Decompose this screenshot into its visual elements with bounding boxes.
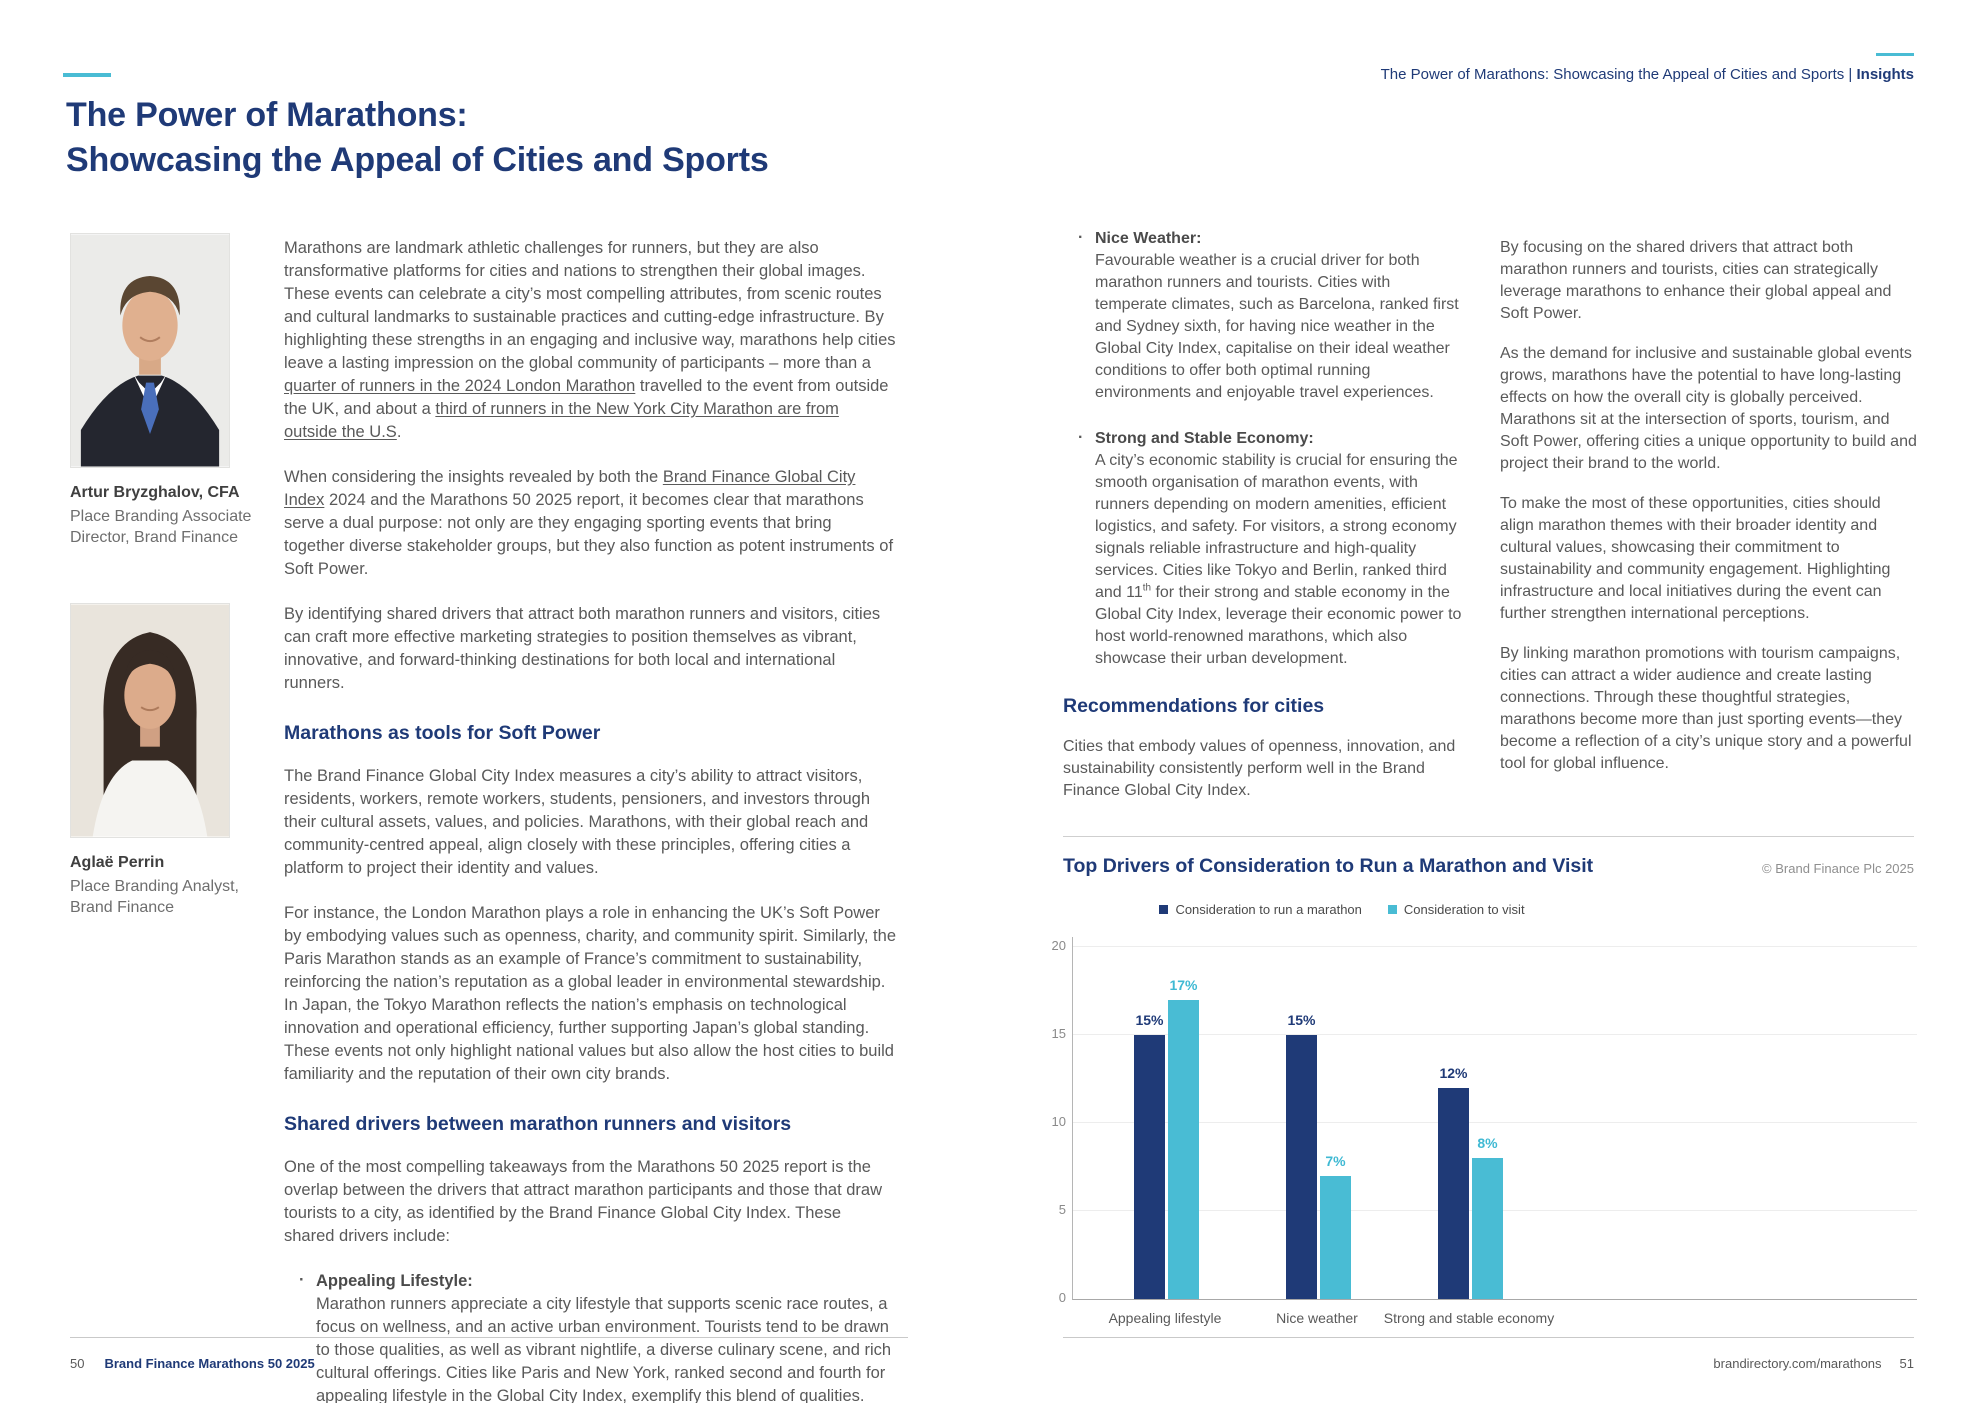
author-role: Place Branding Analyst, Brand Finance xyxy=(70,878,239,916)
bar-visit xyxy=(1320,1176,1351,1299)
driver-label: · Appealing Lifestyle: xyxy=(316,1272,473,1290)
footer-rule-left xyxy=(70,1337,908,1338)
chart-title: Top Drivers of Consideration to Run a Marathon and Visit xyxy=(1063,855,1594,877)
page-title-line1: The Power of Marathons: xyxy=(66,96,468,134)
driver-item-nice-weather xyxy=(1095,228,1465,404)
footer-url[interactable]: brandirectory.com/marathons xyxy=(1713,1356,1882,1371)
section-heading-soft-power: Marathons as tools for Soft Power xyxy=(284,722,601,744)
paragraph xyxy=(284,466,896,581)
text-segment: Marathons are landmark athletic challenges for runners, but they are also transformative platforms for cities and nations to strengthen their global images. These events can celebrate a city’s most compelling attributes, from scenic routes and cultural landmarks to sustainable practices and cutting-edge infrastructure. By highlighting these strengths in an engaging and inclusive way, marathons help cities leave a lasting impression on the global community of participants – more than a xyxy=(284,239,896,372)
y-axis-tick-label: 10 xyxy=(1051,1114,1066,1129)
text-segment: One of the most compelling takeaways from the Marathons 50 2025 report is the overlap between the drivers that attract marathon participants and those that draw tourists to a city, as identified by the Brand Finance Global City Index. These shared drivers include: xyxy=(284,1158,883,1245)
text-segment: th xyxy=(1142,582,1152,594)
text-segment: travelled to the event from outside the UK, and about a xyxy=(284,377,889,418)
gridline xyxy=(1073,946,1917,947)
category-label: Strong and stable economy xyxy=(1383,1310,1555,1326)
inline-link[interactable]: quarter of runners in the 2024 London Marathon xyxy=(284,377,636,395)
bar-value-label: 17% xyxy=(1169,977,1198,993)
page-number-left: 50 xyxy=(70,1356,85,1371)
chart-copyright: © Brand Finance Plc 2025 xyxy=(1762,861,1914,876)
bar-run xyxy=(1134,1035,1165,1299)
text-segment: A city’s economic stability is crucial for ensuring the smooth organisation of marathon events, with runners depending on modern amenities, efficient logistics, and safety. For visitors, a strong economy signals reliable infrastructure and high-quality services. Cities like Tokyo and Berlin, ranked third and 11 xyxy=(1095,452,1458,601)
chart-top-rule xyxy=(1063,836,1914,837)
author-photo-aglae xyxy=(70,603,230,838)
footer-report-title: Brand Finance Marathons 50 2025 xyxy=(104,1356,315,1371)
text-segment: 2024 and the Marathons 50 2025 report, it becomes clear that marathons serve a dual purpose: not only are they engaging sporting events that bring together diverse stakeholder groups, but they also function as potent instruments of Soft Power. xyxy=(284,491,894,578)
author-sidebar xyxy=(70,233,276,973)
author-role: Place Branding Associate Director, Brand Finance xyxy=(70,508,252,546)
chart-plot xyxy=(1072,937,1917,1300)
driver-text xyxy=(316,1295,891,1403)
text-segment: The Brand Finance Global City Index measures a city’s ability to attract visitors, residents, workers, remote workers, students, pensioners, and investors through their cultural assets, values, and policies. Marathons, with their global reach and community-centred appeal, align closely with these principles, offering cities a platform to project their identity and values. xyxy=(284,767,871,877)
author-card xyxy=(70,233,276,548)
inline-link[interactable]: Brand Finance Global City Index xyxy=(284,468,856,509)
category-label: Appealing lifestyle xyxy=(1108,1310,1222,1326)
legend-swatch-icon xyxy=(1159,905,1168,914)
y-axis-tick-label: 5 xyxy=(1058,1202,1066,1217)
paragraph xyxy=(1500,343,1918,475)
text-segment: To make the most of these opportunities, cities should align marathon themes with their broader identity and cultural values, showcasing their commitment to sustainability and community engagement. Highlighting infrastructure and local initiatives during the event can further strengthen international perceptions. xyxy=(1500,495,1891,622)
footer-rule-right xyxy=(1063,1337,1914,1338)
header-accent-dash xyxy=(1876,53,1914,56)
running-header xyxy=(1381,53,1914,84)
paragraph xyxy=(284,765,896,880)
driver-text xyxy=(1095,452,1461,667)
bar-run xyxy=(1438,1088,1469,1299)
author-photo-artur xyxy=(70,233,230,468)
legend-label: Consideration to visit xyxy=(1403,902,1525,917)
driver-text xyxy=(1095,252,1459,401)
bar-value-label: 7% xyxy=(1325,1153,1346,1169)
text-segment: for their strong and stable economy in the Global City Index, leverage their economic power to host world-renowned marathons, which also showcase their urban development. xyxy=(1095,584,1462,667)
title-accent-line xyxy=(63,73,111,77)
text-segment: Cities that embody values of openness, innovation, and sustainability consistently perform well in the Brand Finance Global City Index. xyxy=(1063,738,1456,799)
legend-item xyxy=(1159,902,1361,917)
paragraph xyxy=(284,237,896,444)
bar-visit xyxy=(1472,1158,1503,1299)
text-segment: By identifying shared drivers that attract both marathon runners and visitors, cities can craft more effective marketing strategies to position themselves as vibrant, innovative, and forward-thinking destinations for both local and international runners. xyxy=(284,605,881,692)
text-segment: Favourable weather is a crucial driver for both marathon runners and tourists. Cities with temperate climates, such as Barcelona, ranked first and Sydney sixth, for having nice weather in the Global City Index, capitalise on their ideal weather conditions to offer both optimal running environments and enjoyable travel experiences. xyxy=(1095,252,1459,401)
author-name: Aglaë Perrin xyxy=(70,854,165,871)
page-title xyxy=(66,93,769,183)
bar-visit xyxy=(1168,1000,1199,1299)
bar-value-label: 15% xyxy=(1287,1012,1316,1028)
text-segment: As the demand for inclusive and sustainable global events grows, marathons have the potential to have long-lasting effects on how the overall city is globally perceived. Marathons sit at the intersection of sports, tourism, and Soft Power, offering cities a unique opportunity to build and project their brand to the world. xyxy=(1500,345,1917,472)
section-heading-shared-drivers: Shared drivers between marathon runners and visitors xyxy=(284,1113,792,1135)
section-heading-recommendations: Recommendations for cities xyxy=(1063,695,1325,717)
footer-left xyxy=(70,1356,315,1371)
page-number-right: 51 xyxy=(1899,1356,1914,1371)
running-header-separator: | xyxy=(1848,66,1853,83)
paragraph xyxy=(284,902,896,1086)
paragraph xyxy=(1500,493,1918,625)
y-axis-tick-label: 0 xyxy=(1058,1290,1066,1305)
bar-value-label: 15% xyxy=(1135,1012,1164,1028)
bar-run xyxy=(1286,1035,1317,1299)
driver-label: · Strong and Stable Economy: xyxy=(1095,430,1314,447)
gridline xyxy=(1073,1034,1917,1035)
page-title-line2: Showcasing the Appeal of Cities and Sports xyxy=(66,141,769,179)
text-segment: When considering the insights revealed by both the xyxy=(284,468,663,486)
consideration-chart xyxy=(1050,836,1916,1337)
bar-value-label: 8% xyxy=(1477,1135,1498,1151)
text-segment: For instance, the London Marathon plays a role in enhancing the UK’s Soft Power by embodying values such as openness, charity, and community spirit. Similarly, the Paris Marathon stands as an example of France’s commitment to sustainability, reinforcing the nation’s reputation as a global leader in environmental stewardship. In Japan, the Tokyo Marathon reflects the nation’s emphasis on technological innovation and operational efficiency, further supporting Japan’s global standing. These events not only highlight national values but also allow the host cities to build familiarity and the reputation of their own city brands. xyxy=(284,904,896,1083)
category-label: Nice weather xyxy=(1276,1310,1358,1326)
y-axis-tick-label: 15 xyxy=(1051,1026,1066,1041)
driver-list xyxy=(1063,228,1465,670)
y-axis-tick-label: 20 xyxy=(1051,938,1066,953)
author-card xyxy=(70,603,276,918)
paragraph xyxy=(1500,643,1918,775)
driver-label: · Nice Weather: xyxy=(1095,230,1202,247)
article-column-right xyxy=(1500,237,1918,793)
running-header-text xyxy=(1381,66,1914,83)
text-segment: By focusing on the shared drivers that attract both marathon runners and tourists, cities can strategically leverage marathons to enhance their global appeal and Soft Power. xyxy=(1500,239,1892,322)
inline-link[interactable]: third of runners in the New York City Marathon are from outside the U.S xyxy=(284,400,839,441)
footer-right xyxy=(1713,1356,1914,1371)
paragraph xyxy=(284,603,896,695)
running-header-title: The Power of Marathons: Showcasing the Appeal of Cities and Sports xyxy=(1380,66,1845,83)
paragraph xyxy=(1500,237,1918,325)
article-column-left xyxy=(284,237,896,1403)
article-column-middle xyxy=(1063,228,1465,820)
legend-swatch-icon xyxy=(1388,905,1397,914)
bar-value-label: 12% xyxy=(1439,1065,1468,1081)
legend-label: Consideration to run a marathon xyxy=(1175,902,1362,917)
text-segment: By linking marathon promotions with tourism campaigns, cities can attract a wider audience and create lasting connections. Through these thoughtful strategies, marathons become more than just sporting events—they become a reflection of a city’s unique story and a powerful tool for global influence. xyxy=(1500,645,1912,772)
chart-legend xyxy=(1050,902,1634,917)
text-segment: Marathon runners appreciate a city lifestyle that supports scenic race routes, a focus on wellness, and an active urban environment. Tourists tend to be drawn to those qualities, as well as vibrant nightlife, a diverse culinary scene, and rich cultural offerings. Cities like Paris and New York, ranked second and fourth for appealing lifestyle in the Global City Index, exemplify this blend of qualities. xyxy=(316,1295,892,1403)
legend-item xyxy=(1388,902,1525,917)
author-name: Artur Bryzghalov, CFA xyxy=(70,484,240,501)
paragraph xyxy=(284,1156,896,1248)
gridline xyxy=(1073,1122,1917,1123)
running-header-section: Insights xyxy=(1856,66,1914,83)
driver-item-strong-economy xyxy=(1095,428,1465,670)
text-segment: . xyxy=(396,423,402,441)
paragraph xyxy=(1063,736,1465,802)
